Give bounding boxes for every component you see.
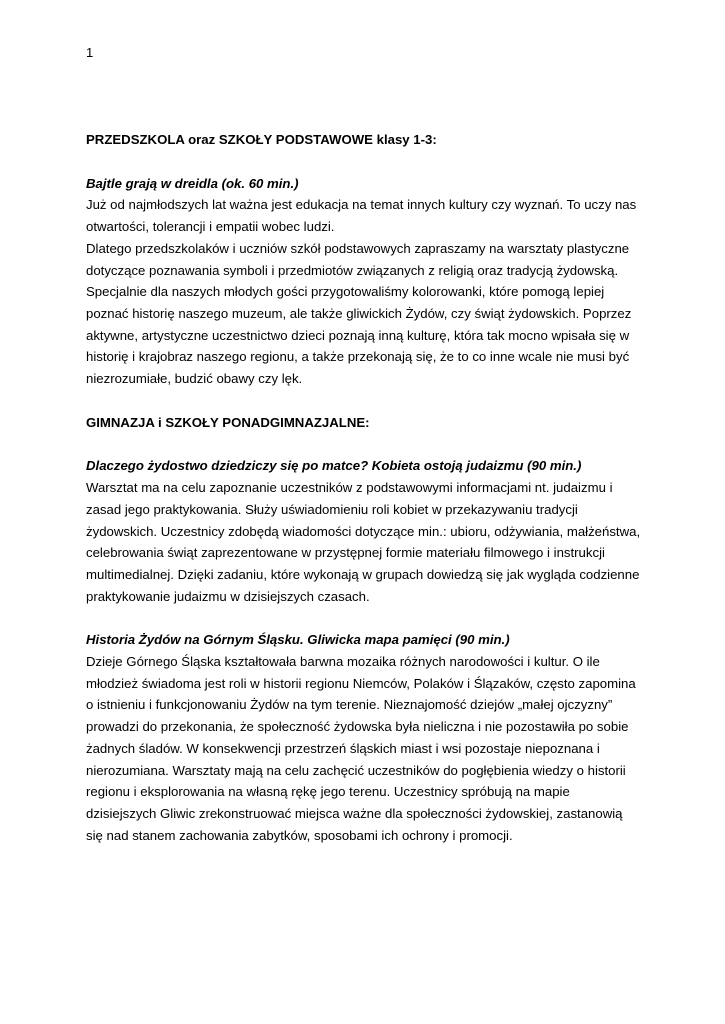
workshop-historia	[86, 629, 641, 846]
section-heading: GIMNAZJA i SZKOŁY PONADGIMNAZJALNE:	[86, 414, 370, 430]
workshop-title: Bajtle grają w dreidla (ok. 60 min.)	[86, 175, 299, 191]
workshop-bajtle	[86, 173, 641, 390]
workshop-paragraph: Warsztat ma na celu zapoznanie uczestników z podstawowymi informacjami nt. judaizmu i zasad jego praktykowania. Służy uświadomieniu roli kobiet w przekazywaniu tradycji żydowskich. Uczestnicy zdobędą wiadomości dotyczące min.: ubioru, odżywiania, małżeństwa, celebrowania świąt zaprezentowane w przystępnej formie materiału filmowego i instrukcji multimedialnej. Dzięki zadaniu, które wykonają w grupach dowiedzą się jak wygląda codzienne praktykowanie judaizmu w dzisiejszych czasach.	[86, 480, 641, 604]
workshop-title: Historia Żydów na Górnym Śląsku. Gliwicka mapa pamięci (90 min.)	[86, 632, 510, 648]
document-body	[86, 129, 641, 868]
section-secondary	[86, 412, 641, 847]
section-heading: PRZEDSZKOLA oraz SZKOŁY PODSTAWOWE klasy 1-3:	[86, 132, 437, 147]
workshop-paragraph: Dlatego przedszkolaków i uczniów szkół podstawowych zapraszamy na warsztaty plastyczne dotyczące poznawania symboli i przedmiotów związanych z religią oraz tradycją żydowską. Specjalnie dla naszych młodych gości przygotowaliśmy kolorowanki, które pomogą lepiej poznać historię naszego muzeum, ale także gliwickich Żydów, czy świąt żydowskich. Poprzez aktywne, artystyczne uczestnictwo dzieci poznają inną kulturę, która tak mocno wpisała się w historię i krajobraz naszego regionu, a także przekonają się, że to co inne wcale nie musi być niezrozumiałe, budzić obawy czy lęk.	[86, 240, 632, 387]
workshop-title: Dlaczego żydostwo dziedziczy się po matce? Kobieta ostoją judaizmu (90 min.)	[86, 458, 582, 474]
workshop-paragraph: Dzieje Górnego Śląska kształtowała barwna mozaika różnych narodowości i kultur. O ile młodzież świadoma jest roli w historii regionu Niemców, Polaków i Ślązaków, często zapomina o istnieniu i funkcjonowaniu Żydów na tym terenie. Nieznajomość dziejów „małej ojczyzny” prowadzi do przekonania, że społeczność żydowska była nieliczna i nie pozostawiła po sobie żadnych śladów. W konsekwencji przestrzeń śląskich miast i wsi pozostaje niepoznana i nierozumiana. Warsztaty mają na celu zachęcić uczestników do pogłębienia wiedzy o historii regionu i eksplorowania na własną rękę jego terenu. Uczestnicy spróbują na mapie dzisiejszych Gliwic zrekonstruować miejsca ważne dla społeczności żydowskiej, zastanowią się nad stanem zachowania zabytków, sposobami ich ochrony i promocji.	[86, 654, 636, 843]
workshop-paragraph: Już od najmłodszych lat ważna jest edukacja na temat innych kultury czy wyznań. To uczy nas otwartości, tolerancji i empatii wobec ludzi.	[86, 197, 637, 235]
page-number: 1	[86, 45, 94, 60]
section-preschool-primary	[86, 129, 641, 390]
workshop-zydostwo	[86, 455, 641, 607]
